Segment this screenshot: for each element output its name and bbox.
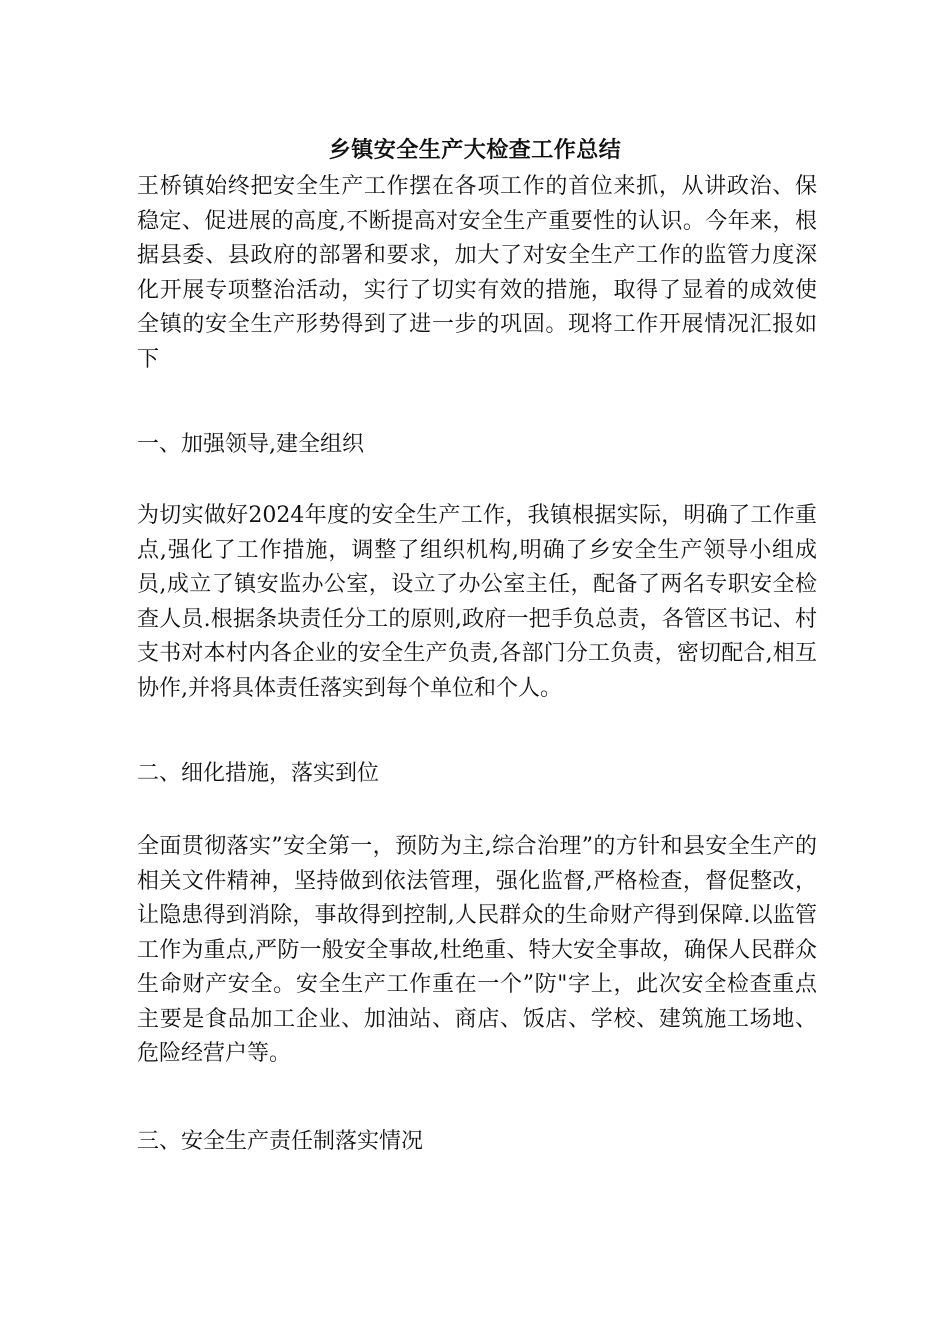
document-title: 乡镇安全生产大检查工作总结 bbox=[328, 137, 622, 163]
section-body-2: 全面贯彻落实”安全第一，预防为主,综合治理”的方针和县安全生产的相关文件精神，坚持做到依法管理，强化监督,严格检查，督促整改，让隐患得到消除，事故得到控制,人民群众的生命财产得到保障.以监管工作为重点,严防一般安全事故,杜绝重、特大安全事故，确保人民群众生命财产安全。安全生产工作重在一个”防"字上，此次安全检查重点主要是食品加工企业、加油站、商店、饭店、学校、建筑施工场地、危险经营户等。 bbox=[137, 834, 817, 1066]
section-body-1: 为切实做好2024年度的安全生产工作，我镇根据实际，明确了工作重点,强化了工作措施，调整了组织机构,明确了乡安全生产领导小组成员,成立了镇安监办公室，设立了办公室主任，配备了两名专职安全检查人员.根据条块责任分工的原则,政府一把手负总责，各管区书记、村支书对本村内各企业的安全生产负责,各部门分工负责，密切配合,相互协作,并将具体责任落实到每个单位和个人。 bbox=[137, 503, 817, 701]
section-heading-3: 三、安全生产责任制落实情况 bbox=[137, 1129, 424, 1154]
section-heading-2: 二、细化措施，落实到位 bbox=[137, 761, 380, 786]
section-heading-1: 一、加强领导,建全组织 bbox=[137, 432, 364, 457]
intro-paragraph: 王桥镇始终把安全生产工作摆在各项工作的首位来抓，从讲政治、保稳定、促进展的高度,不断提高对安全生产重要性的认识。今年来，根据县委、县政府的部署和要求，加大了对安全生产工作的监管力度深化开展专项整治活动，实行了切实有效的措施，取得了显着的成效使全镇的安全生产形势得到了进一步的巩固。现将工作开展情况汇报如下 bbox=[137, 174, 817, 372]
